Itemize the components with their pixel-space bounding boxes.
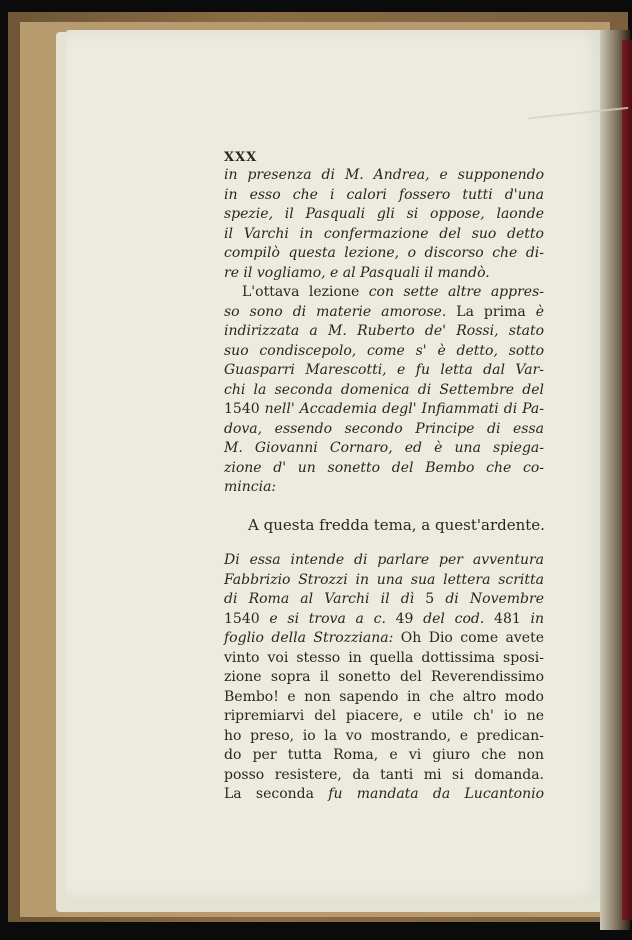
text-line [224, 322, 544, 342]
paragraph-continued [224, 166, 544, 283]
text-line [224, 459, 544, 479]
text-run: del cod. [423, 610, 495, 627]
text-line [224, 439, 544, 459]
text-line [224, 420, 544, 440]
text-line [224, 571, 544, 591]
text-line [224, 766, 544, 786]
text-run: Oh Dio come avete [400, 630, 544, 646]
text-run: 1540 [224, 610, 270, 627]
text-run: L'ottava lezione [242, 284, 369, 300]
text-run: nell' Accademia degl' Infiammati di Pa- [264, 401, 544, 417]
text-line [224, 688, 544, 708]
text-line: in esso che i calori fossero tutti d'una [224, 186, 544, 203]
text-run: e si trova a c. [269, 610, 396, 627]
sonnet-incipit: A questa fredda tema, a quest'ardente. [248, 515, 545, 534]
text-line: re il vogliamo, e al Pasquali il mandò. [224, 264, 490, 281]
text-line [224, 746, 544, 766]
text-run: di Novembre [445, 591, 544, 607]
text-run: foglio della Strozziana: [224, 630, 401, 646]
text-run: so sono di materie amorose [224, 303, 442, 320]
text-line: spezie, il Pasquali gli si oppose, laonde [224, 206, 544, 222]
text-run: fu mandata da Lucantonio [328, 786, 545, 802]
text-run: Guasparri Marescotti, e fu letta dal Var- [224, 362, 544, 378]
text-line [224, 551, 544, 571]
text-run: dova, essendo secondo Principe di essa [224, 420, 544, 437]
text-run: 1540 [224, 401, 265, 417]
text-run: mincia: [224, 479, 277, 495]
text-run: con sette altre appres- [368, 284, 544, 300]
text-line [224, 361, 544, 381]
text-line [224, 342, 544, 362]
text-run: posso resistere, da tanti mi si domanda. [224, 766, 544, 783]
text-run: La seconda [224, 786, 329, 802]
text-line [224, 381, 544, 401]
text-run: 481 [494, 610, 531, 627]
text-run: zione sopra il sonetto del Reverendissimo [224, 669, 544, 685]
text-run: M. Giovanni Cornaro, ed è una spiega- [224, 440, 544, 456]
text-run: vinto voi stesso in quella dottissima sposi- [224, 649, 544, 666]
text-line [224, 303, 544, 323]
text-run: è [535, 303, 545, 320]
text-line [224, 610, 544, 630]
text-run: indirizzata a M. Ruberto de' Rossi, stato [224, 323, 544, 339]
text-run: 49 [395, 610, 424, 627]
text-run: zione d' un sonetto del Bembo che co- [224, 459, 544, 476]
bookmark-ribbon [622, 40, 632, 920]
text-line [224, 649, 544, 669]
text-run: . La prima [441, 303, 536, 320]
text-line: compilò questa lezione, o discorso che di- [224, 245, 544, 261]
text-run: in [530, 610, 544, 627]
text-run: di Roma al Varchi il dì [224, 591, 426, 607]
page-number: XXX [224, 150, 258, 165]
text-line [224, 590, 544, 610]
text-run: suo condiscepolo, come s' è detto, sotto [224, 342, 544, 359]
text-line [224, 629, 544, 649]
page-text [224, 148, 544, 805]
text-line [224, 400, 544, 420]
text-line [224, 785, 544, 805]
text-line [224, 727, 544, 747]
text-line: in presenza di M. Andrea, e supponendo [224, 167, 544, 183]
text-line [224, 478, 544, 498]
text-run: chi la seconda domenica di Settembre del [224, 381, 544, 398]
paragraph-strozzi-letter [224, 551, 544, 805]
text-line [224, 668, 544, 688]
text-line: il Varchi in confermazione del suo detto [224, 225, 544, 242]
text-line [224, 283, 544, 303]
text-run: Bembo! e non sapendo in che altro modo [224, 688, 544, 705]
text-run: do per tutta Roma, e vi giuro che non [224, 747, 544, 763]
text-run: ho preso, io la vo mostrando, e predican- [224, 727, 544, 744]
paragraph-ottava-lezione [224, 283, 544, 498]
text-line [224, 707, 544, 727]
text-run: ripremiarvi del piacere, e utile ch' io ne [224, 708, 544, 724]
text-run: Di essa intende di parlare per avventura [224, 552, 544, 568]
text-run: 5 [425, 591, 446, 607]
text-run: Fabbrizio Strozzi in una sua lettera scritta [224, 571, 544, 588]
